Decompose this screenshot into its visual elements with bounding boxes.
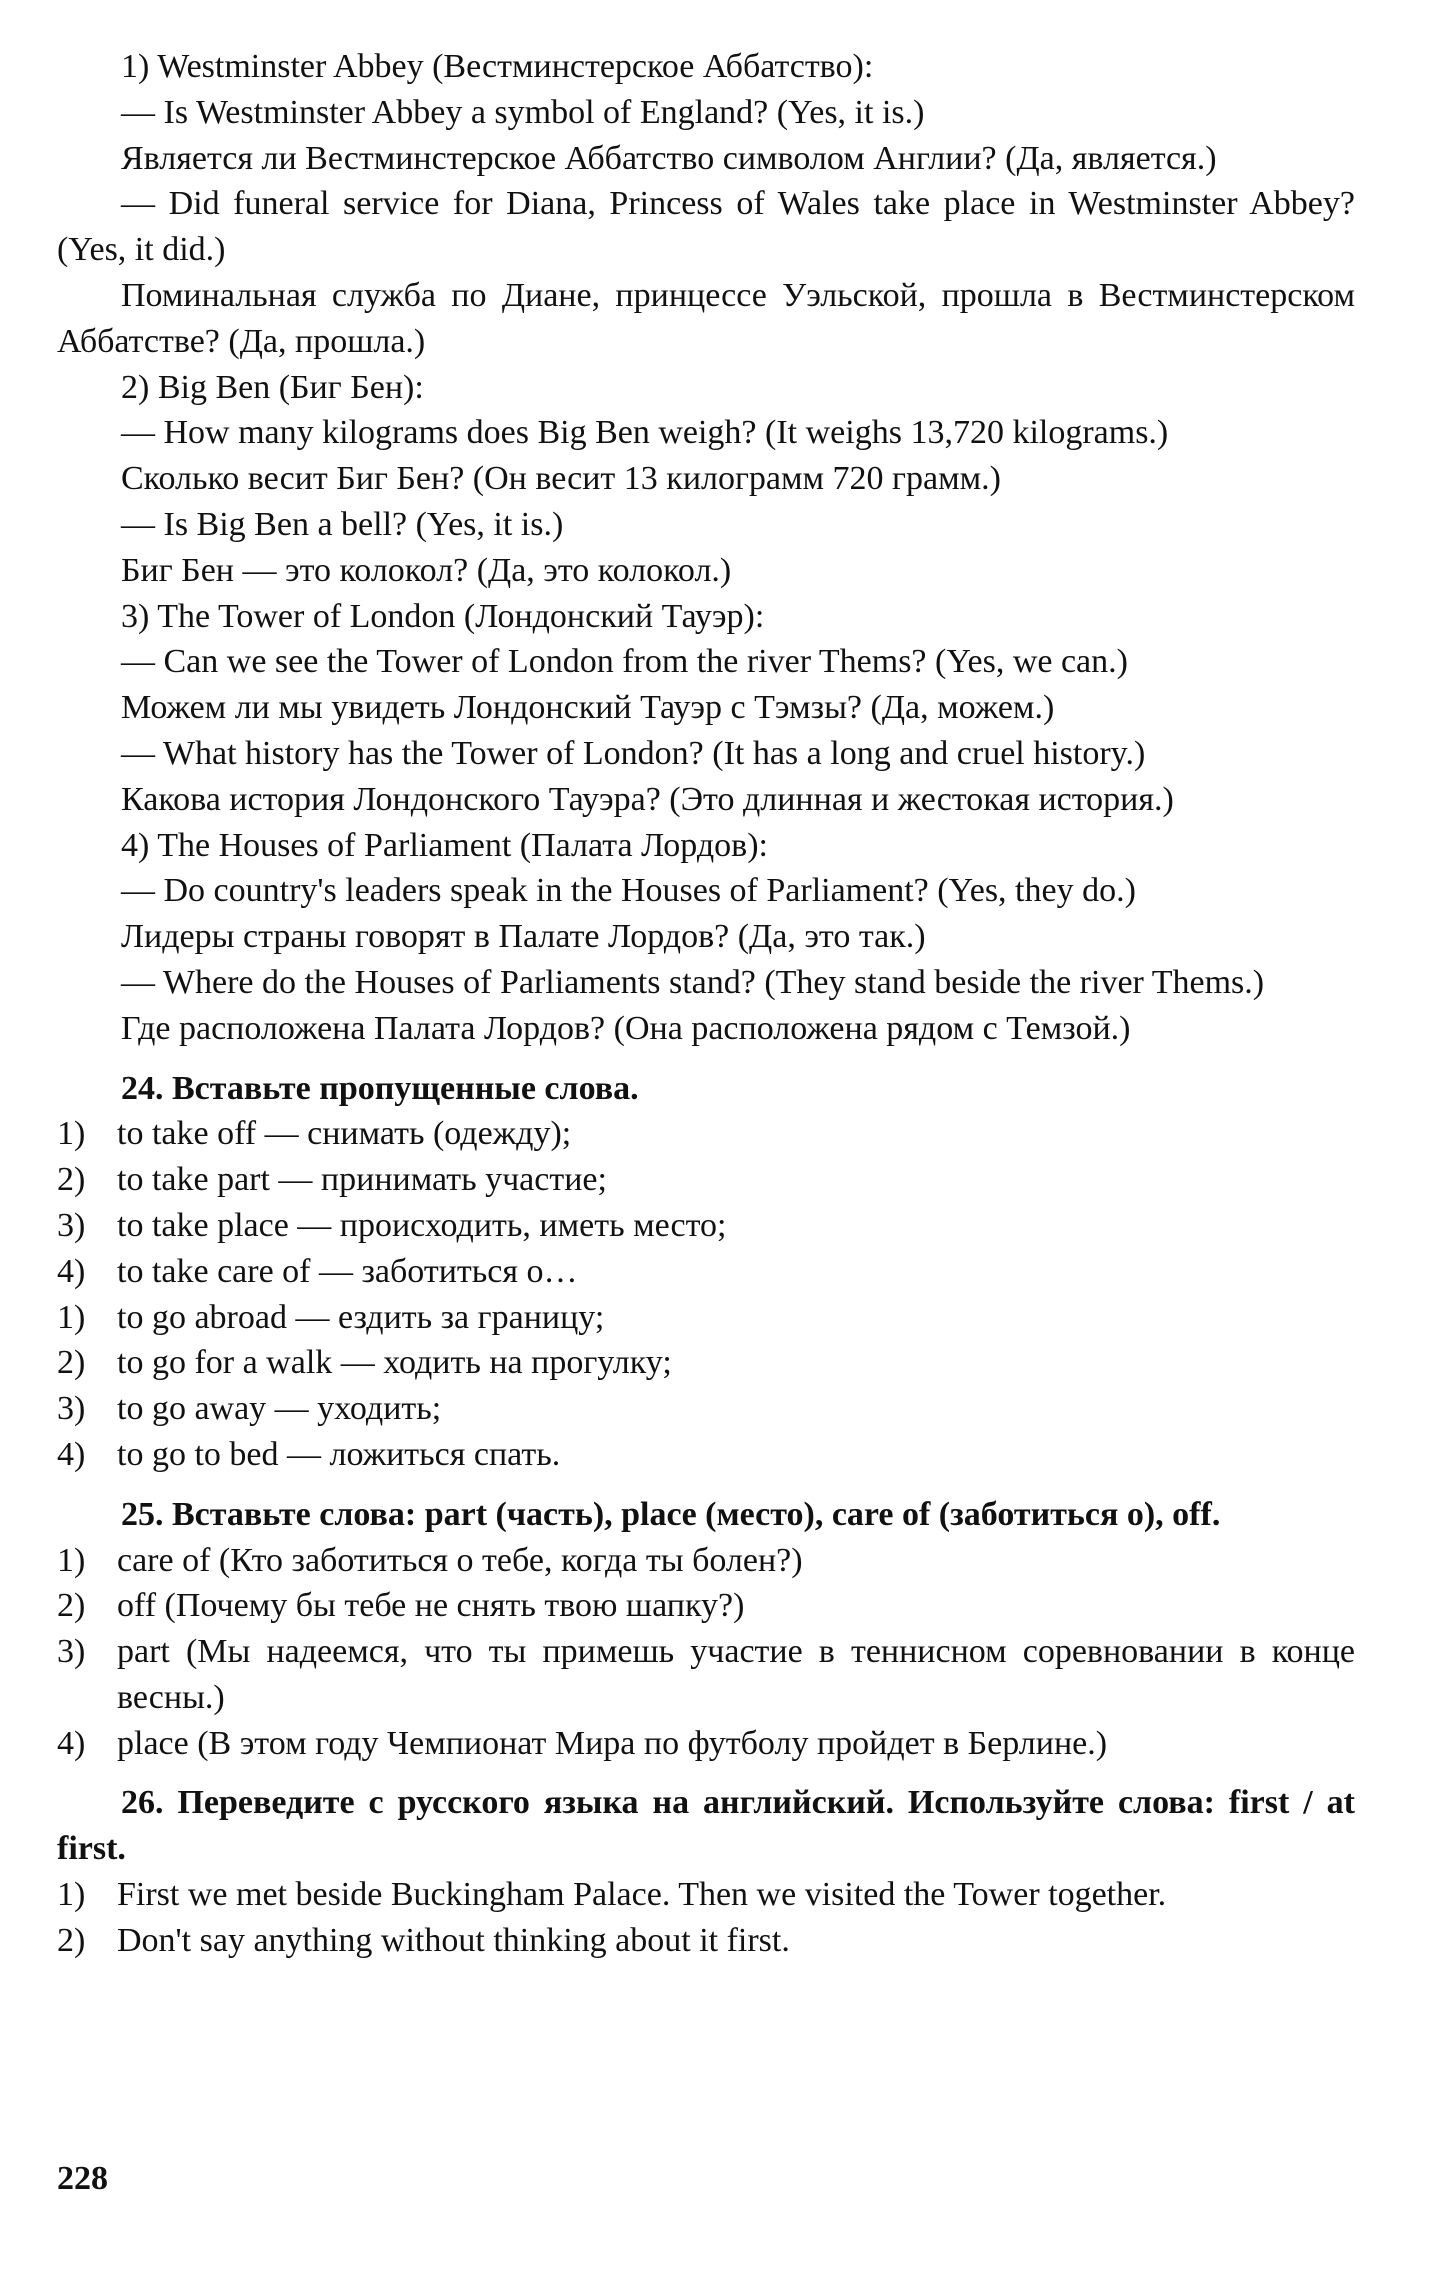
paragraph: Биг Бен — это колокол? (Да, это колокол.) — [121, 551, 732, 589]
exercise-26 — [57, 1780, 1355, 1963]
paragraph: — Did funeral service for Diana, Princess of Wales take place in Westminster Abbey? (Yes, it did.) — [57, 185, 1355, 269]
list-item — [57, 1111, 1355, 1157]
list-item — [57, 1918, 1355, 1964]
exercise-25-title: 25. Вставьте слова: part (часть), place (место), care of (заботиться о), off. — [121, 1495, 1221, 1533]
paragraph: 2) Big Ben (Биг Бен): — [121, 368, 424, 406]
paragraph: 3) The Tower of London (Лондонский Тауэр): — [121, 597, 765, 635]
paragraph: — Do country's leaders speak in the Houses of Parliament? (Yes, they do.) — [121, 872, 1136, 910]
paragraph: — What history has the Tower of London? (It has a long and cruel history.) — [121, 734, 1146, 772]
list-item-text: to take place — происходить, иметь место; — [117, 1206, 727, 1244]
paragraph: 4) The Houses of Parliament (Палата Лордов): — [121, 826, 768, 864]
list-item — [57, 1295, 1355, 1341]
list-item-number: 3) — [57, 1390, 86, 1428]
list-item-text: Don't say anything without thinking about it first. — [117, 1921, 790, 1959]
list-item-text: part (Мы надеемся, что ты примешь участие в теннисном соревновании в конце весны.) — [117, 1633, 1355, 1716]
list-item-text: to go away — уходить; — [117, 1390, 442, 1428]
list-item-number: 1) — [57, 1298, 86, 1336]
list-item-number: 2) — [57, 1587, 86, 1625]
list-item-text: to go to bed — ложиться спать. — [117, 1435, 561, 1473]
list-item — [57, 1872, 1355, 1918]
list-item-number: 4) — [57, 1435, 86, 1473]
list-item-text: to go for a walk — ходить на прогулку; — [117, 1344, 672, 1382]
list-item — [57, 1249, 1355, 1295]
list-item-number: 3) — [57, 1206, 86, 1244]
list-item — [57, 1538, 1355, 1584]
list-item-number: 4) — [57, 1724, 86, 1762]
list-item — [57, 1629, 1355, 1721]
exercise-24-title: 24. Вставьте пропущенные слова. — [121, 1069, 639, 1107]
exercise-26-title: 26. Переведите с русского языка на английский. Используйте слова: first / at first. — [57, 1784, 1355, 1868]
list-item — [57, 1157, 1355, 1203]
list-item-number: 1) — [57, 1115, 86, 1153]
exercise-24 — [57, 1066, 1355, 1478]
paragraph: 1) Westminster Abbey (Вестминстерское Аббатство): — [121, 48, 874, 85]
paragraph: Какова история Лондонского Тауэра? (Это длинная и жестокая история.) — [121, 780, 1174, 818]
list-item-number: 2) — [57, 1161, 86, 1199]
paragraph: — Is Westminster Abbey a symbol of England? (Yes, it is.) — [121, 93, 925, 131]
list-item-text: care of (Кто заботиться о тебе, когда ты болен?) — [117, 1541, 803, 1579]
list-item — [57, 1340, 1355, 1386]
list-item — [57, 1203, 1355, 1249]
paragraph: — Where do the Houses of Parliaments stand? (They stand beside the river Thems.) — [121, 963, 1265, 1001]
list-item-text: to take care of — заботиться о… — [117, 1252, 578, 1290]
list-item-number: 2) — [57, 1344, 86, 1382]
list-item — [57, 1432, 1355, 1478]
list-item — [57, 1721, 1355, 1767]
page-content — [57, 44, 1355, 1964]
list-item-text: First we met beside Buckingham Palace. Then we visited the Tower together. — [117, 1876, 1167, 1914]
list-item-number: 3) — [57, 1633, 86, 1671]
paragraph: Является ли Вестминстерское Аббатство символом Англии? (Да, является.) — [121, 139, 1217, 177]
list-item-text: off (Почему бы тебе не снять твою шапку?) — [117, 1587, 745, 1625]
list-item-number: 2) — [57, 1921, 86, 1959]
paragraph: — Is Big Ben a bell? (Yes, it is.) — [121, 505, 564, 543]
paragraph: Лидеры страны говорят в Палате Лордов? (Да, это так.) — [121, 918, 926, 956]
page-number: 228 — [57, 2160, 108, 2197]
list-item-number: 1) — [57, 1541, 86, 1579]
list-item — [57, 1583, 1355, 1629]
paragraph: — How many kilograms does Big Ben weigh? (It weighs 13,720 kilograms.) — [121, 414, 1169, 452]
paragraph: Где расположена Палата Лордов? (Она расположена рядом с Темзой.) — [121, 1009, 1131, 1047]
exercise-25 — [57, 1492, 1355, 1767]
exercise-23-answers — [57, 44, 1355, 1052]
paragraph: Поминальная служба по Диане, принцессе Уэльской, прошла в Вестминстерском Аббатстве? (Да, прошла.) — [57, 276, 1355, 360]
list-item-text: place (В этом году Чемпионат Мира по футболу пройдет в Берлине.) — [117, 1724, 1108, 1762]
paragraph: Можем ли мы увидеть Лондонский Тауэр с Тэмзы? (Да, можем.) — [121, 689, 1055, 727]
paragraph: — Can we see the Tower of London from the river Thems? (Yes, we can.) — [121, 643, 1128, 681]
list-item-text: to take off — снимать (одежду); — [117, 1115, 572, 1153]
list-item-number: 4) — [57, 1252, 86, 1290]
paragraph: Сколько весит Биг Бен? (Он весит 13 килограмм 720 грамм.) — [121, 460, 1001, 498]
list-item-text: to go abroad — ездить за границу; — [117, 1298, 605, 1336]
list-item — [57, 1386, 1355, 1432]
list-item-text: to take part — принимать участие; — [117, 1161, 607, 1199]
list-item-number: 1) — [57, 1876, 86, 1914]
